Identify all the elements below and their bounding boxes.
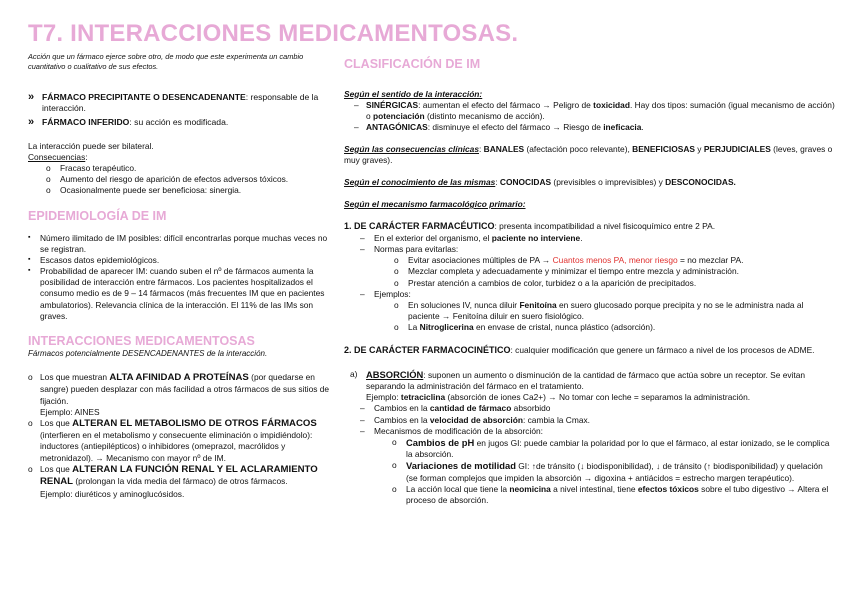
farmacocinetico-paragraph bbox=[344, 345, 836, 357]
list-item bbox=[344, 437, 836, 461]
list-item: – ANTAGÓNICAS: disminuye el efecto del fármaco → Riesgo de ineficacia. bbox=[344, 122, 836, 133]
list-item bbox=[344, 415, 836, 426]
item-text: en envase de cristal, nunca plástico (adsorción). bbox=[473, 321, 656, 332]
conocidas-text: CONOCIDAS bbox=[499, 177, 552, 188]
item-text: sobre el tubo digestivo → Altera el proceso de absorción. bbox=[406, 483, 829, 505]
item-text: Cambios en la bbox=[374, 414, 430, 425]
item-text: En soluciones IV, nunca diluir bbox=[408, 299, 520, 310]
tetraciclina-text: tetraciclina bbox=[400, 392, 446, 403]
precipitante-item bbox=[28, 92, 330, 115]
sentido-list bbox=[344, 100, 836, 133]
ineficacia-text: ineficacia bbox=[603, 121, 642, 132]
list-item bbox=[28, 418, 330, 464]
farmaco-definitions bbox=[28, 92, 330, 128]
absorcion-list bbox=[344, 403, 836, 436]
toxicidad-text: toxicidad bbox=[593, 99, 630, 110]
list-item bbox=[344, 100, 836, 122]
list-item: o Mezclar completa y adecuadamente y minimizar el tiempo entre mezcla y administración. bbox=[344, 266, 836, 277]
farmaceutico-paragraph bbox=[344, 221, 836, 233]
item-text: Cambios en la bbox=[374, 403, 430, 414]
antagonicas-label: ANTAGÓNICAS bbox=[366, 121, 428, 132]
item-text: (prolongan la vida media del fármaco) de otros fármacos. bbox=[73, 476, 288, 487]
farmaceutico-title: 1. DE CARÁCTER FARMACÉUTICO bbox=[344, 221, 495, 232]
item-text: en suero glucosado porque precipita y no se le administra nada al paciente → Fenitoína diluir en suero fisiológico. bbox=[408, 299, 804, 321]
clinicas-label: Según las consecuencias clínicas bbox=[344, 143, 479, 154]
absorcion-prefix: a) bbox=[350, 368, 358, 379]
desencadenantes-list bbox=[28, 372, 330, 500]
list-item: – Mecanismos de modificación de la absorción: bbox=[344, 426, 836, 437]
item-text: Los que muestran bbox=[40, 371, 110, 382]
inferido-label: FÁRMACO INFERIDO bbox=[42, 116, 130, 127]
sinergicas-label: SINÉRGICAS bbox=[366, 99, 419, 110]
list-item bbox=[344, 255, 836, 266]
epidemiologia-list bbox=[28, 233, 330, 322]
list-item: ▪ Probabilidad de aparecer IM: cuando suben el nº de fármacos aumenta la posibilidad de interacción entre fármacos. Los pacientes hospitalizados el consumo medio es de 9 – 14 fármacos (más frecuentes IM que en pacientes ambulatorios). Relevancia clínica de la interacción. El 11% de las IMs son graves. bbox=[28, 266, 330, 321]
banales-text: BANALES bbox=[483, 143, 525, 154]
item-text: La acción local que tiene la bbox=[406, 483, 510, 494]
absorcion-paragraph bbox=[344, 369, 836, 404]
item-text: en jugos GI: puede cambiar la polaridad por lo que el fármaco, al estar ionizado, se le complica la absorción. bbox=[406, 437, 830, 460]
list-item: o Fracaso terapéutico. bbox=[28, 163, 330, 174]
item-text: : disminuye el efecto del fármaco → Riesgo de bbox=[427, 121, 604, 132]
inferido-text: : su acción es modificada. bbox=[129, 116, 229, 127]
consecuencias-label: Consecuencias bbox=[28, 152, 86, 163]
fenitoina-text: Fenitoína bbox=[519, 299, 557, 310]
absorcion-label: ABSORCIÓN bbox=[366, 368, 424, 380]
item-text: : cambia la Cmax. bbox=[522, 414, 590, 425]
consecuencias-list bbox=[28, 163, 330, 196]
perjudiciales-text: PERJUDICIALES bbox=[703, 143, 771, 154]
item-text: En el exterior del organismo, el bbox=[374, 233, 492, 244]
consecuencias-heading: Consecuencias: bbox=[28, 152, 88, 163]
precipitante-text: : responsable de la interacción. bbox=[42, 91, 319, 114]
list-item: o Ocasionalmente puede ser beneficiosa: sinergia. bbox=[28, 185, 330, 196]
list-item bbox=[344, 403, 836, 414]
item-text: : aumentan el efecto del fármaco → Peligro de bbox=[418, 99, 594, 110]
efectos-text: efectos tóxicos bbox=[637, 483, 699, 494]
left-column bbox=[28, 52, 330, 500]
item-bold: ALTERAN EL METABOLISMO DE OTROS FÁRMACOS bbox=[72, 417, 317, 429]
item-text: GI: ↑de tránsito (↓ biodisponibilidad), ↓ de tránsito (↑ biodisponibilidad) y quelación (se forman complejos que impiden la absorción → digoxina + antiácidos = estrecho margen terapéutico). bbox=[406, 461, 823, 483]
cantidad-text: cantidad de fármaco bbox=[429, 403, 512, 414]
item-example: Ejemplo: AINES bbox=[40, 406, 100, 417]
clasificacion-heading: CLASIFICACIÓN DE IM bbox=[344, 57, 481, 71]
mecanismo-heading: Según el mecanismo farmacológico primario: bbox=[344, 199, 526, 210]
epidemiologia-heading: EPIDEMIOLOGÍA DE IM bbox=[28, 209, 167, 224]
conocimiento-label: Según el conocimiento de las mismas bbox=[344, 177, 496, 188]
nitroglicerina-text: Nitroglicerina bbox=[419, 321, 474, 332]
item-text: y bbox=[694, 143, 704, 154]
precipitante-label: FÁRMACO PRECIPITANTE O DESENCADENANTE bbox=[42, 91, 246, 102]
item-text: (previsibles o imprevisibles) y bbox=[551, 177, 666, 188]
item-bold: ALTA AFINIDAD A PROTEÍNAS bbox=[109, 371, 249, 383]
list-item: ▪ Escasos datos epidemiológicos. bbox=[28, 255, 330, 266]
item-text: Los que bbox=[40, 417, 73, 428]
interacciones-subtitle: Fármacos potencialmente DESENCADENANTES de la interacción. bbox=[28, 349, 268, 359]
item-text: : suponen un aumento o disminución de la cantidad de fármaco que actúa sobre un receptor. Se evitan separando la administración del fármaco en el tratamiento. bbox=[366, 369, 806, 392]
paciente-no-text: paciente no interviene bbox=[491, 233, 581, 244]
item-text: La bbox=[408, 321, 420, 332]
list-item bbox=[344, 460, 836, 484]
item-bold: ALTERAN LA FUNCIÓN RENAL Y EL ACLARAMIENTO RENAL bbox=[40, 463, 318, 488]
ejemplos-heading-list bbox=[344, 289, 836, 300]
item-text: (distinto mecanismo de acción). bbox=[424, 110, 545, 121]
item-text: (interfieren en el metabolismo y consecuente eliminación o impidiéndolo): inductores (antiepilépticos) o inhibidores (omeprazol, macrólidos y metronidazol). → Mecanismo con mayor nº de IM. bbox=[40, 430, 313, 463]
item-text: (afectación poco relevante), bbox=[524, 143, 633, 154]
red-highlight-text: Cuantos menos PA, menor riesgo bbox=[552, 255, 678, 266]
item-text: (absorción de iones Ca2+) → No tomar con leche = separamos la administración. bbox=[445, 392, 751, 403]
list-item: o Prestar atención a cambios de color, turbidez o a la aparición de precipitados. bbox=[344, 278, 836, 289]
list-item: o Aumento del riesgo de aparición de efectos adversos tóxicos. bbox=[28, 174, 330, 185]
list-item bbox=[344, 300, 836, 322]
item-text: Ejemplo: bbox=[366, 392, 401, 403]
ph-label: Cambios de pH bbox=[406, 436, 475, 448]
item-text: (leves, graves o muy graves). bbox=[344, 143, 833, 165]
beneficiosas-text: BENEFICIOSAS bbox=[632, 143, 695, 154]
item-text: = no mezclar PA. bbox=[677, 255, 744, 266]
bilateral-text: La interacción puede ser bilateral. bbox=[28, 141, 154, 151]
item-text: (por quedarse en sangre) pueden desplazar con más facilidad a otros fármacos de sus sitios de fijación. bbox=[40, 371, 330, 406]
list-item: – En el exterior del organismo, el paciente no interviene. bbox=[344, 233, 836, 244]
item-text: Evitar asociaciones múltiples de PA → bbox=[408, 255, 553, 266]
neomicina-text: neomicina bbox=[509, 483, 551, 494]
velocidad-text: velocidad de absorción bbox=[429, 414, 523, 425]
clinicas-paragraph: Según las consecuencias clínicas: BANALES (afectación poco relevante), BENEFICIOSAS y PERJUDICIALES (leves, graves o muy graves). bbox=[344, 143, 833, 165]
list-item bbox=[28, 372, 330, 418]
ejemplos-list bbox=[344, 300, 836, 333]
item-text: a nivel intestinal, tiene bbox=[550, 483, 638, 494]
list-item: ▪ Número ilimitado de IM posibles: difícil encontrarlas porque muchas veces no se registran. bbox=[28, 233, 330, 255]
farmaceutico-list bbox=[344, 233, 836, 255]
item-text: : cualquier modificación que genere un fármaco a nivel de los procesos de ADME. bbox=[510, 344, 815, 355]
right-column bbox=[344, 56, 836, 506]
sentido-heading: Según el sentido de la interacción: bbox=[344, 88, 483, 99]
conocimiento-paragraph: Según el conocimiento de las mismas: CONOCIDAS (previsibles o imprevisibles) y DESCONOCIDAS. bbox=[344, 177, 736, 188]
item-text: absorbido bbox=[511, 403, 551, 414]
list-item: – Ejemplos: bbox=[344, 289, 836, 300]
desconocidas-text: DESCONOCIDAS. bbox=[665, 177, 736, 188]
intro-text: Acción que un fármaco ejerce sobre otro, de modo que este experimenta un cambio cuantitativo o cualitativo de sus efectos. bbox=[28, 52, 304, 71]
list-item bbox=[344, 322, 836, 333]
page-title: T7. INTERACCIONES MEDICAMENTOSAS. bbox=[28, 20, 519, 47]
item-example: Ejemplo: diuréticos y aminoglucósidos. bbox=[40, 488, 185, 499]
item-text: . Hay dos tipos: sumación (igual mecanismo de acción) o bbox=[366, 99, 835, 121]
motilidad-label: Variaciones de motilidad bbox=[406, 460, 516, 472]
mecanismos-list bbox=[344, 437, 836, 506]
list-item bbox=[28, 464, 330, 500]
farmacocinetico-title: 2. DE CARÁCTER FARMACOCINÉTICO bbox=[344, 344, 511, 355]
list-item: – Normas para evitarlas: bbox=[344, 244, 836, 255]
item-text: : presenta incompatibilidad a nivel fisicoquímico entre 2 PA. bbox=[494, 221, 716, 232]
interacciones-heading: INTERACCIONES MEDICAMENTOSAS bbox=[28, 333, 255, 348]
potenciacion-text: potenciación bbox=[373, 110, 425, 121]
item-text: Los que bbox=[40, 463, 73, 474]
inferido-item bbox=[28, 117, 330, 128]
list-item bbox=[344, 484, 836, 506]
normas-list bbox=[344, 255, 836, 288]
